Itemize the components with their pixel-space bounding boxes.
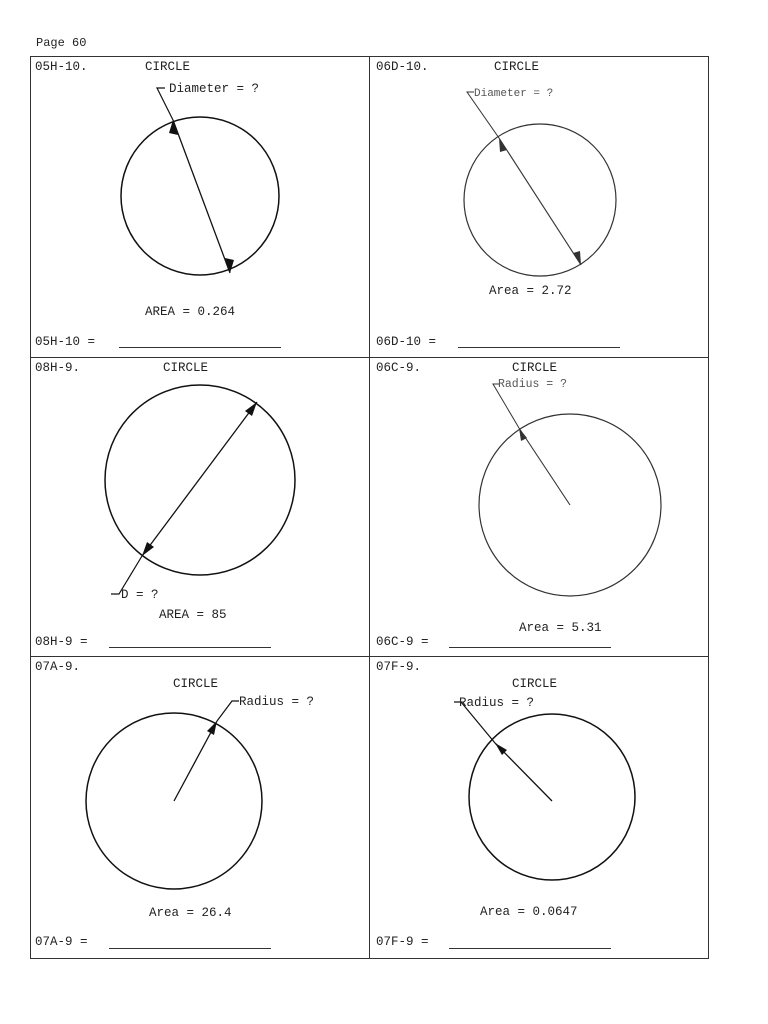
circle [469,714,635,880]
circle-diagram [370,358,708,656]
problem-05h-10 [31,57,369,357]
given-area: Area = 26.4 [149,906,232,920]
problem-number: 07F-9. [376,660,422,674]
problem-number: 07A-9. [35,660,81,674]
shape-title: CIRCLE [512,677,558,691]
given-area: Area = 2.72 [489,284,572,298]
shape-title: CIRCLE [512,361,558,375]
answer-label: 05H-10 = [35,335,96,349]
diameter-line [142,402,257,556]
arrowhead-top [245,402,257,416]
callout-label: Diameter = ? [169,82,260,96]
radius-line [519,428,570,505]
problem-08h-9 [31,358,369,656]
circle [121,117,279,275]
arrowhead-bottom [573,251,581,265]
diameter-line [173,120,230,273]
problem-number: 05H-10. [35,60,88,74]
shape-title: CIRCLE [173,677,219,691]
callout-label: Diameter = ? [474,88,554,100]
answer-label: 06D-10 = [376,335,437,349]
answer-blank[interactable] [449,948,611,949]
given-area: Area = 0.0647 [480,905,578,919]
arrowhead-bottom [142,542,154,556]
problem-number: 08H-9. [35,361,81,375]
callout-label: Radius = ? [459,696,535,710]
diameter-line [499,138,581,265]
callout-label: Radius = ? [498,378,568,391]
answer-blank[interactable] [109,948,271,949]
answer-blank[interactable] [109,647,271,648]
problem-07f-9 [370,657,708,958]
given-area: AREA = 85 [159,608,227,622]
arrowhead-top [499,138,507,152]
callout-label: Radius = ? [239,695,315,709]
callout-leader [217,701,239,721]
shape-title: CIRCLE [163,361,209,375]
answer-label: 06C-9 = [376,635,429,649]
arrowhead [207,721,217,735]
problem-number: 06D-10. [376,60,429,74]
answer-blank[interactable] [449,647,611,648]
callout-label: D = ? [121,588,159,602]
circle-diagram [370,57,708,357]
answer-blank[interactable] [458,347,620,348]
problem-number: 06C-9. [376,361,422,375]
given-area: AREA = 0.264 [145,305,236,319]
problem-06c-9 [370,358,708,656]
problem-06d-10 [370,57,708,357]
shape-title: CIRCLE [145,60,191,74]
answer-blank[interactable] [119,347,281,348]
answer-label: 07F-9 = [376,935,429,949]
given-area: Area = 5.31 [519,621,602,635]
shape-title: CIRCLE [494,60,540,74]
worksheet-grid [30,56,709,959]
problem-07a-9 [31,657,369,958]
answer-label: 07A-9 = [35,935,88,949]
circle [105,385,295,575]
page-number: Page 60 [36,36,87,50]
circle [464,124,616,276]
answer-label: 08H-9 = [35,635,88,649]
